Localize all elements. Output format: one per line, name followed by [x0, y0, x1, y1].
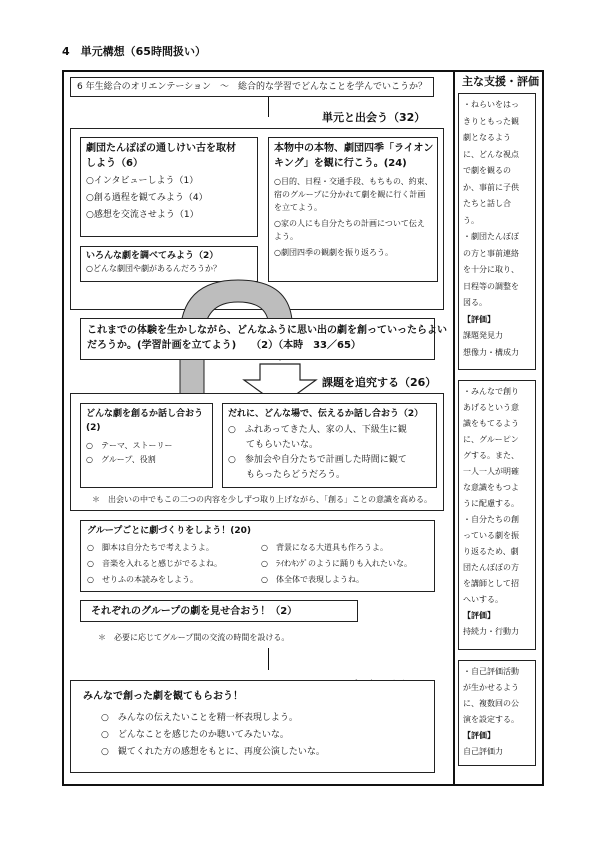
group-item: ○ せりふの本読みをしよう。	[87, 575, 198, 584]
support-line: り返るため、劇	[463, 547, 519, 556]
show-each-other-box	[80, 600, 358, 622]
box-a-item: ○創る過程を観てみよう（4）	[86, 193, 208, 203]
support-eval-label: 【評価】	[463, 314, 495, 324]
support-line: 持続力・行動力	[463, 627, 519, 636]
support-line: 演を設定する。	[463, 715, 519, 724]
box-d-item: ○ テーマ、ストーリー	[86, 441, 173, 450]
group-box-title: グループごとに劇づくりをしよう！(20)	[87, 526, 252, 536]
support-line: ・劇団たんぽぽ	[463, 232, 519, 241]
support-line: 団たんぽぽの方	[463, 563, 519, 572]
support-line: グする。また、	[463, 451, 519, 460]
support-eval-label: 【評価】	[463, 611, 495, 620]
support-line: うに配慮する。	[463, 499, 519, 508]
box-c-item: ○どんな劇団や劇があるんだろうか？	[86, 264, 221, 273]
support-line: 日程等の調整を	[463, 281, 519, 291]
support-line: ・ねらいをはっ	[463, 100, 519, 109]
box-b-title-line: 本物中の本物、劇団四季「ライオン	[274, 143, 434, 154]
box-e-item: もらったらどうだろう。	[228, 470, 346, 480]
support-line: な意識をもつよ	[463, 483, 519, 492]
page-heading: 4 単元構想（65時間扱い）	[62, 45, 206, 58]
box-b-item: ○目的、日程・交通手段、もちもの、約束、	[274, 177, 433, 186]
box-b-title-line: キング」を観に行こう。(24)	[274, 158, 407, 169]
support-line: を十分に取り、	[463, 265, 519, 274]
phase3-item: ○ 観てくれた方の感想をもとに、再度公演したいな。	[101, 747, 325, 757]
box-b-item: ○劇団四季の観劇を振り返ろう。	[274, 248, 393, 257]
support-line: に、どんな視点	[463, 149, 519, 159]
phase2-title: 課題を追究する（26）	[322, 376, 437, 389]
support-line: ・みんなで創り	[463, 387, 519, 396]
note-group-exchange: ＊ 必要に応じてグループ間の交流の時間を設ける。	[98, 633, 290, 642]
support-line: が生かせるよう	[463, 683, 519, 692]
box-tanpopo-rehearsal	[80, 137, 258, 237]
plan-line: これまでの体験を生かしながら、どんなふうに思い出の劇を創っていったらよい	[87, 325, 447, 336]
support-line: ・自分たちの創	[463, 515, 519, 524]
box-what-drama	[80, 403, 213, 488]
support-line: を講師として招	[463, 579, 519, 588]
group-item: ○ ﾗｲｵﾝｷﾝｸﾞのように踊りも入れたいな。	[261, 559, 412, 568]
group-item: ○ 音楽を入れると感じがでるよね。	[87, 559, 222, 568]
box-b-item: よう。	[274, 232, 298, 241]
support-line: に、グルーピン	[463, 435, 519, 444]
group-item: ○ 背景になる大道具も作ろうよ。	[261, 543, 388, 552]
box-e-item: てもらいたいな。	[228, 440, 319, 450]
box-b-item: を立てよう。	[274, 203, 322, 212]
phase3-box-title: みんなで創った劇を観てもらおう！	[83, 691, 243, 702]
connector-line	[268, 97, 269, 117]
group-item: ○ 体全体で表現しようね。	[261, 575, 364, 584]
support-box-3	[458, 660, 536, 766]
show-box-text: それぞれのグループの劇を見せ合おう！（2）	[91, 606, 298, 617]
box-b-item: ○家の人にも自分たちの計画について伝え	[274, 219, 425, 228]
box-e-title: だれに、どんな場で、伝えるか話し合おう（2）	[228, 409, 424, 419]
phase1-title: 単元と出会う（32）	[322, 111, 426, 124]
phase3-box	[70, 680, 435, 773]
plan-line: だろうか。(学習計画を立てよう) （2）（本時 33／65）	[87, 340, 361, 351]
support-header: 主な支援・評価	[462, 75, 539, 88]
support-line: の方と事前連絡	[463, 248, 519, 258]
connector-line	[268, 648, 269, 670]
column-divider	[453, 70, 455, 786]
box-e-item: ○ 参加会や自分たちで計画した時間に観て	[228, 455, 407, 465]
box-a-item: ○インタビューしよう（1）	[86, 176, 199, 186]
support-line: 想像力・構成力	[463, 347, 519, 357]
support-line: 図る。	[463, 298, 487, 307]
phase3-item: ○ みんなの伝えたいことを精一杯表現しよう。	[101, 713, 298, 723]
box-who-where	[222, 403, 437, 488]
support-line: っている劇を振	[463, 531, 519, 540]
box-c-title: いろんな劇を調べてみよう（2）	[86, 251, 219, 261]
box-d-item: ○ グループ、役割	[86, 455, 156, 464]
phase3-item: ○ どんなことを感じたのか聴いてみたいな。	[101, 730, 289, 740]
group-item: ○ 脚本は自分たちで考えようよ。	[87, 543, 214, 552]
box-d-title-line: どんな劇を創るか話し合おう	[86, 409, 204, 419]
support-line: へいする。	[463, 595, 503, 604]
support-line: ・自己評価活動	[463, 667, 519, 676]
support-eval-label: 【評価】	[463, 731, 495, 740]
support-line: 課題発見力	[463, 331, 503, 340]
orientation-text: 6 年生総合のオリエンテーション ～ 総合的な学習でどんなことを学んでいこうか？	[77, 82, 428, 92]
support-line: 識をもてるよう	[463, 419, 519, 428]
note-create-awareness: ＊ 出会いの中でもこの二つの内容を少しずつ取り上げながら、「創る」ことの意識を高める。	[92, 495, 432, 504]
support-line: あげるという意	[463, 403, 519, 412]
orientation-box	[70, 77, 434, 97]
support-box-1	[458, 93, 536, 370]
support-line: きりともった観	[463, 116, 519, 126]
support-line: たちと話し合	[463, 199, 511, 208]
box-b-item: 宿のグループに分かれて劇を観に行く計画	[274, 190, 426, 199]
box-a-item: ○感想を交流させよう（1）	[86, 210, 199, 220]
support-line: に、複数回の公	[463, 699, 519, 708]
support-line: か、事前に子供	[463, 182, 519, 192]
box-e-item: ○ ふれあってきた人、家の人、下級生に観	[228, 425, 407, 435]
support-line: う。	[463, 215, 479, 225]
box-lion-king	[268, 137, 438, 282]
box-a-title-line: 劇団たんぽぽの通しけい古を取材	[86, 143, 236, 154]
support-line: 一人一人が明確	[463, 467, 519, 476]
support-box-2	[458, 380, 536, 650]
learning-plan-box	[80, 318, 447, 360]
support-line: 自己評価力	[463, 747, 503, 756]
box-d-title-line: (2)	[86, 423, 101, 433]
group-drama-box	[80, 520, 435, 592]
support-line: で劇を観るの	[463, 166, 511, 175]
box-a-title-line: しよう（6）	[86, 158, 143, 169]
support-line: 劇となるよう	[463, 133, 511, 142]
